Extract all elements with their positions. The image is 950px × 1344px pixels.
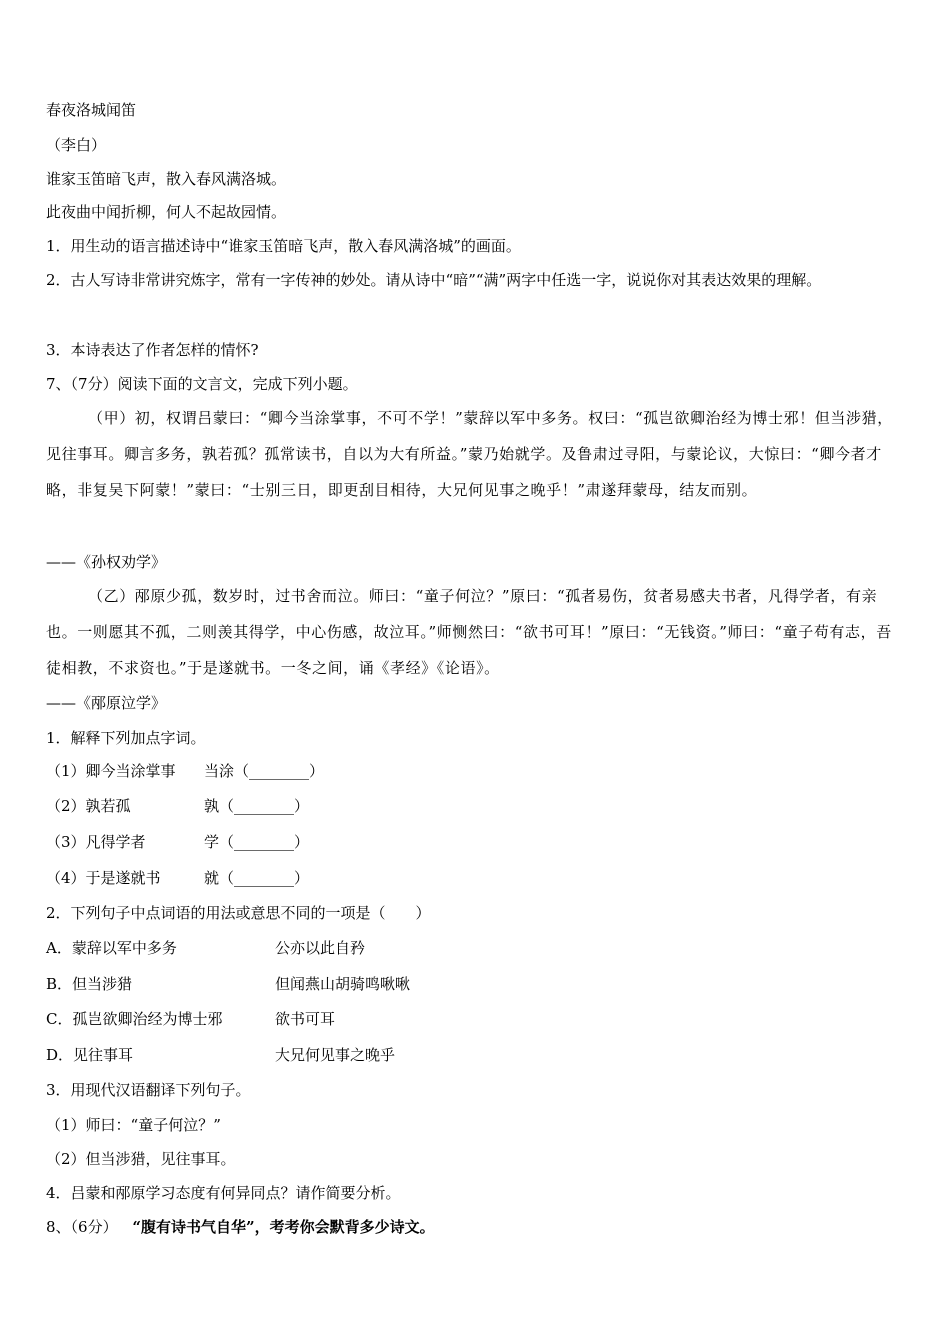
passage-a: （甲）初，权谓吕蒙曰：“卿今当涂掌事，不可不学！”蒙辞以军中多务。权曰：“孤岂欲卿治经为博士邪！但当涉猎，见往事耳。卿言多务，孰若孤？孤常读书，自以为大有所益。”蒙乃始就学。及鲁肃过寻阳，与蒙论议，大惊曰：“卿今者才略，非复吴下阿蒙！”蒙曰：“士别三日，即更刮目相待，大兄何见事之晚乎！”肃遂拜蒙母，结友而别。: [46, 409, 893, 499]
q8-prefix: 8、（6分）: [46, 1218, 118, 1236]
option-left: B．但当涉猎: [46, 975, 133, 993]
q7-sub1-item: [46, 797, 906, 815]
q7-sub1-item: [46, 762, 906, 780]
poem-author: （李白）: [46, 136, 107, 154]
item-sentence: （1）卿今当涂掌事: [46, 762, 176, 780]
item-blank: 就（________）: [204, 869, 310, 887]
item-sentence: （3）凡得学者: [46, 833, 146, 851]
poem-line-1: 谁家玉笛暗飞声，散入春风满洛城。: [46, 170, 287, 188]
q7-sub2-stem: 2．下列句子中点词语的用法或意思不同的一项是（ ）: [46, 904, 431, 922]
item-sentence: （2）孰若孤: [46, 797, 131, 815]
item-blank: 学（________）: [204, 833, 310, 851]
q8-line: [46, 1218, 906, 1236]
option-right: 欲书可耳: [275, 1010, 336, 1028]
passage-b-source: ——《邴原泣学》: [46, 694, 167, 712]
passage-b: （乙）邴原少孤，数岁时，过书舍而泣。师曰：“童子何泣？”原曰：“孤者易伤，贫者易感夫书者，凡得学者，有亲也。一则愿其不孤，二则羡其得学，中心伤感，故泣耳。”师恻然曰：“欲书可耳！”原曰：“无钱资。”师曰：“童子苟有志，吾徒相教，不求资也。”于是遂就书。一冬之间，诵《孝经》《论语》。: [46, 587, 892, 677]
q7-sub1-stem: 1．解释下列加点字词。: [46, 729, 206, 747]
q7-sub3-item: （1）师曰：“童子何泣？”: [46, 1116, 221, 1134]
item-blank: 当涂（________）: [204, 762, 325, 780]
option-right: 大兄何见事之晚乎: [275, 1046, 396, 1064]
poem-question-3: 3．本诗表达了作者怎样的情怀?: [46, 341, 259, 359]
q7-sub4: 4．吕蒙和邴原学习态度有何异同点？请作简要分析。: [46, 1184, 401, 1202]
option-right: 公亦以此自矜: [275, 939, 366, 957]
q7-sub1-item: [46, 833, 906, 851]
q7-sub2-option: [46, 1046, 906, 1064]
poem-line-2: 此夜曲中闻折柳，何人不起故园情。: [46, 203, 287, 221]
q8-text: “腹有诗书气自华”，考考你会默背多少诗文。: [132, 1218, 435, 1236]
poem-title: 春夜洛城闻笛: [46, 101, 137, 119]
q7-sub2-option: [46, 1010, 906, 1028]
option-left: C．孤岂欲卿治经为博士邪: [46, 1010, 223, 1028]
poem-question-2: 2．古人写诗非常讲究炼字，常有一字传神的妙处。请从诗中“暗”“满”两字中任选一字，说说你对其表达效果的理解。: [46, 271, 822, 289]
item-sentence: （4）于是遂就书: [46, 869, 161, 887]
option-right: 但闻燕山胡骑鸣啾啾: [275, 975, 411, 993]
option-left: D．见往事耳: [46, 1046, 134, 1064]
q7-header: 7、（7分）阅读下面的文言文，完成下列小题。: [46, 375, 358, 393]
passage-a-source: ——《孙权劝学》: [46, 553, 167, 571]
poem-question-1: 1．用生动的语言描述诗中“谁家玉笛暗飞声，散入春风满洛城”的画面。: [46, 237, 521, 255]
q7-sub3-item: （2）但当涉猎，见往事耳。: [46, 1150, 236, 1168]
q7-sub1-item: [46, 869, 906, 887]
q7-sub3-stem: 3．用现代汉语翻译下列句子。: [46, 1081, 251, 1099]
item-blank: 孰（________）: [204, 797, 310, 815]
q7-sub2-option: [46, 939, 906, 957]
option-left: A．蒙辞以军中多务: [46, 939, 177, 957]
q7-sub2-option: [46, 975, 906, 993]
